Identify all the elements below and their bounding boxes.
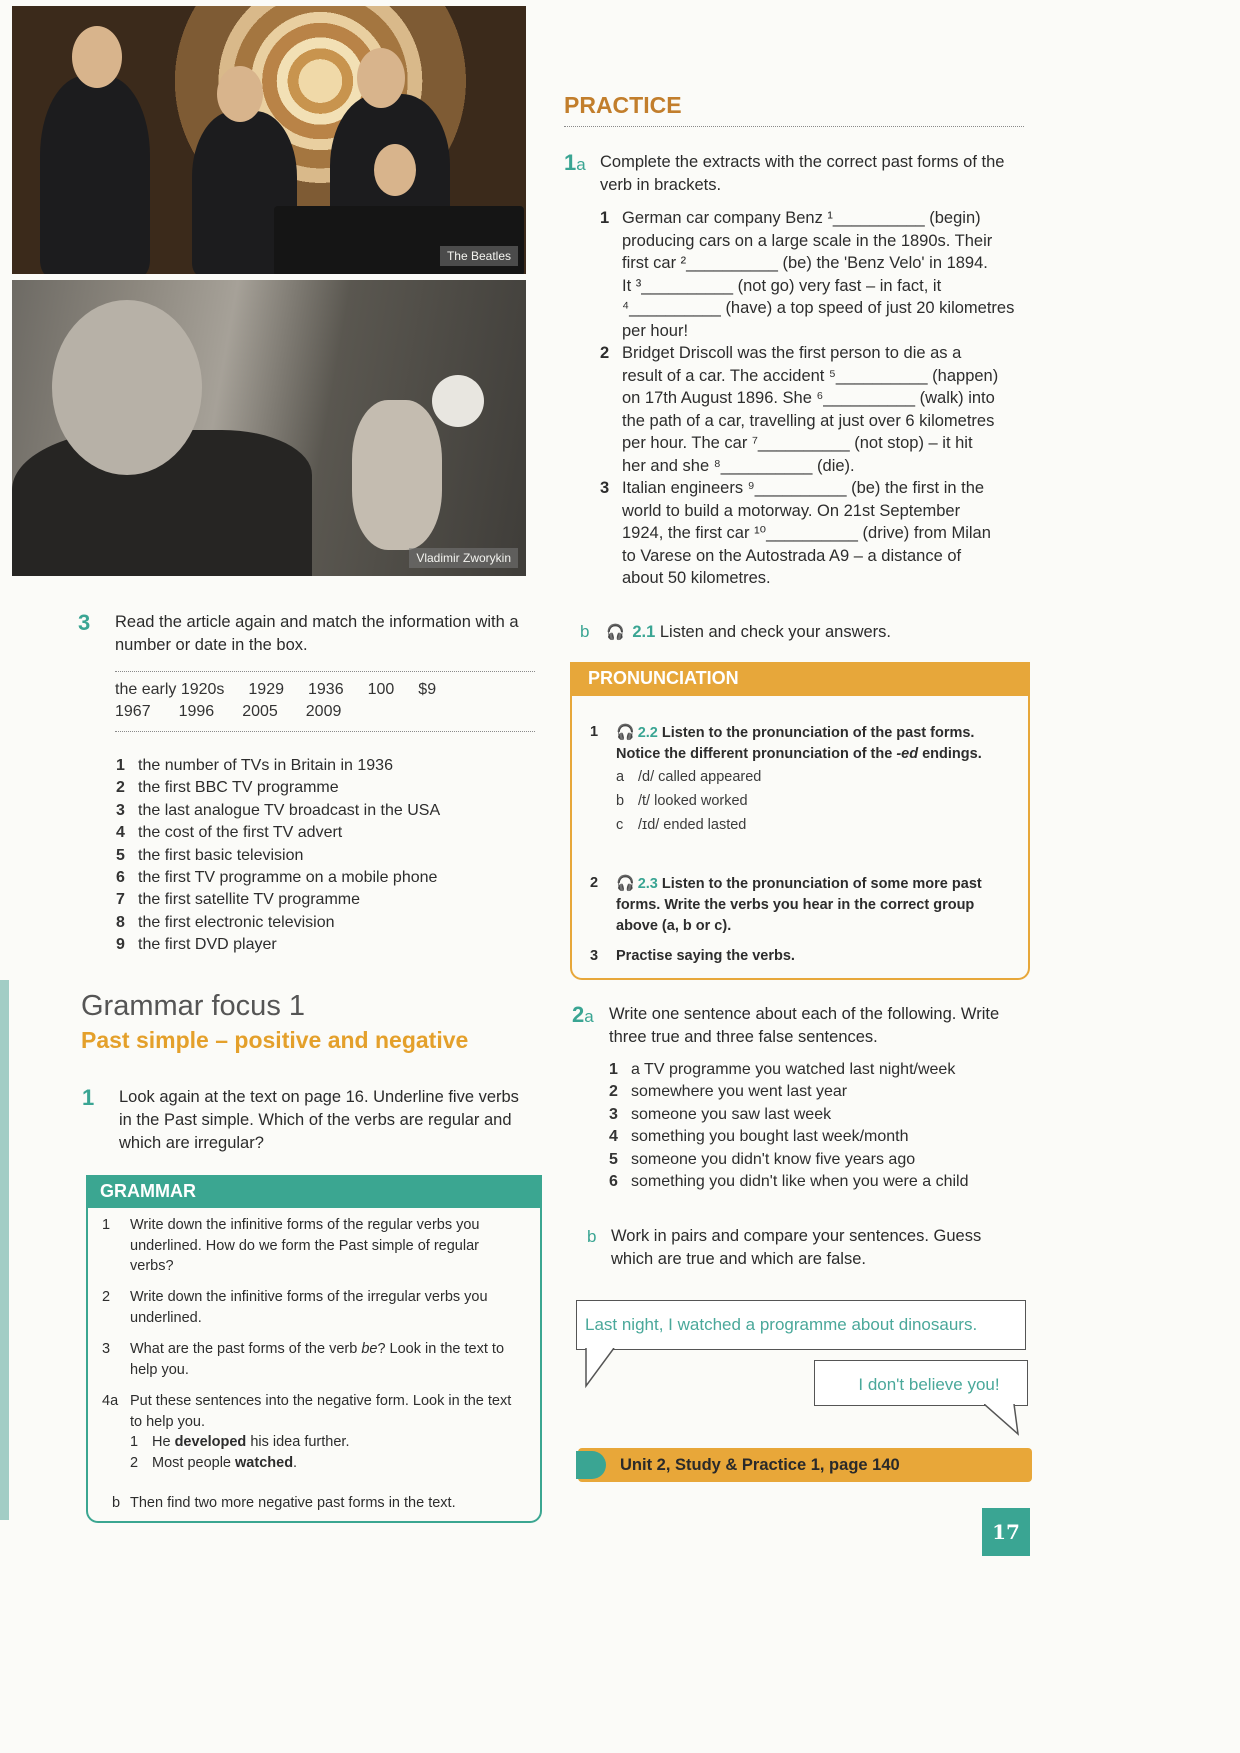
group-text: /ɪd/ ended lasted bbox=[638, 817, 747, 833]
item-number: 1 bbox=[130, 1434, 139, 1450]
item-number: 1 bbox=[600, 209, 610, 227]
grammar-item bbox=[102, 1339, 512, 1380]
item-number: 3 bbox=[102, 1341, 111, 1357]
item-number: 9 bbox=[116, 936, 125, 954]
item-text bbox=[130, 1339, 512, 1380]
grammar-box bbox=[86, 1175, 542, 1523]
face-shape bbox=[374, 144, 416, 196]
item-text bbox=[616, 725, 982, 762]
list-item bbox=[116, 777, 536, 799]
box-item: 1996 bbox=[178, 703, 215, 720]
item-number: 7 bbox=[116, 891, 125, 909]
item-number: 3 bbox=[116, 801, 125, 819]
group-letter: c bbox=[616, 817, 624, 833]
item-text: the first DVD player bbox=[138, 936, 277, 954]
face-shape bbox=[217, 66, 263, 122]
pronunciation-item bbox=[590, 722, 1000, 837]
item-text: the first BBC TV programme bbox=[138, 779, 339, 797]
extract-text: German car company Benz ¹__________ (begin) producing cars on a large scale in the 1890s. Their first car ²__________ (be) the 'Benz Velo' in 1894. It ³__________ (not go) very fast – in fact, it ⁴__________ (have) a top speed of just 20 kilometres per hour! bbox=[622, 209, 1015, 340]
list-item bbox=[609, 1149, 1029, 1171]
text-part: . bbox=[293, 1455, 298, 1471]
item-number: 2 bbox=[116, 779, 125, 797]
section-title: Grammar focus 1 bbox=[81, 990, 305, 1022]
item-text: Put these sentences into the negative form. Look in the text to help you. bbox=[130, 1393, 512, 1430]
list-item bbox=[116, 912, 536, 934]
group-letter: a bbox=[616, 769, 625, 785]
divider bbox=[115, 671, 535, 672]
exercise-label bbox=[572, 1002, 594, 1028]
list-item bbox=[116, 867, 536, 889]
item-number: 2 bbox=[609, 1083, 618, 1101]
exercise-instruction: Complete the extracts with the correct past forms of the verb in brackets. bbox=[600, 153, 1005, 194]
bold-verb: developed bbox=[174, 1434, 247, 1450]
photo-caption: The Beatles bbox=[440, 246, 518, 266]
bubble-text: Last night, I watched a programme about dinosaurs. bbox=[585, 1315, 978, 1334]
exercise-list bbox=[116, 755, 536, 957]
emphasis-text: -ed bbox=[896, 746, 919, 762]
text-part: Listen to the pronunciation of the past forms. Notice the different pronunciation of the bbox=[616, 725, 975, 762]
grammar-heading: GRAMMAR bbox=[86, 1175, 542, 1208]
item-text: a TV programme you watched last night/week bbox=[631, 1061, 956, 1078]
item-number: 5 bbox=[609, 1150, 618, 1168]
item-text: Practise saying the verbs. bbox=[616, 948, 795, 964]
page-number: 17 bbox=[982, 1508, 1030, 1556]
box-item: $9 bbox=[418, 681, 437, 698]
grammar-item bbox=[102, 1215, 512, 1277]
item-number: 1 bbox=[590, 724, 599, 740]
exercise-instruction: Work in pairs and compare your sentences. Guess which are true and which are false. bbox=[611, 1227, 982, 1268]
item-text-group bbox=[130, 1391, 512, 1474]
list-item bbox=[116, 822, 536, 844]
item-text: the first electronic television bbox=[138, 913, 335, 931]
divider bbox=[115, 731, 535, 732]
box-item: 100 bbox=[367, 681, 395, 698]
word-box bbox=[115, 679, 535, 723]
text-part: ? Look in the text to help you. bbox=[130, 1341, 505, 1378]
track-number: 2.3 bbox=[637, 876, 658, 892]
exercise-list bbox=[609, 1059, 1029, 1193]
item-text: Write down the infinitive forms of the irregular verbs you underlined. bbox=[130, 1289, 488, 1326]
item-number: 1 bbox=[609, 1061, 618, 1078]
box-item: 1967 bbox=[115, 703, 151, 720]
group-text: /t/ looked worked bbox=[638, 793, 748, 809]
item-number: 4 bbox=[609, 1128, 618, 1146]
zworykin-photo bbox=[12, 280, 526, 576]
pronunciation-heading: PRONUNCIATION bbox=[570, 662, 1030, 696]
word-box-row bbox=[115, 679, 535, 701]
box-item: 2009 bbox=[305, 703, 342, 720]
grammar-item bbox=[102, 1391, 512, 1474]
list-item bbox=[116, 889, 536, 911]
headphones-icon: 🎧 bbox=[616, 724, 635, 741]
figure-silhouette bbox=[40, 76, 150, 274]
item-number: 5 bbox=[116, 846, 125, 864]
item-text: the first satellite TV programme bbox=[138, 891, 361, 909]
text-part: He bbox=[152, 1434, 175, 1450]
box-item: the early 1920s bbox=[115, 681, 225, 698]
question-text: Look again at the text on page 16. Underline five verbs in the Past simple. Which of the verbs are regular and which are irregular? bbox=[119, 1088, 519, 1152]
bold-verb: watched bbox=[235, 1455, 294, 1471]
sound-group bbox=[616, 789, 1000, 813]
speech-bubble bbox=[576, 1300, 1026, 1350]
item-number: 3 bbox=[590, 948, 599, 964]
headphones-icon: 🎧 bbox=[606, 624, 625, 641]
face-shape bbox=[52, 300, 202, 475]
item-text: the first TV programme on a mobile phone bbox=[138, 869, 438, 887]
exercise-letter: a bbox=[576, 155, 586, 174]
item-number: 2 bbox=[130, 1455, 139, 1471]
group-letter: b bbox=[616, 793, 625, 809]
list-item bbox=[116, 934, 536, 956]
item-number: 4a bbox=[102, 1393, 119, 1409]
reference-tab-marker bbox=[576, 1451, 606, 1479]
item-text: somewhere you went last year bbox=[631, 1083, 848, 1101]
list-item bbox=[116, 845, 536, 867]
pronunciation-box bbox=[570, 662, 1030, 980]
item-number: 6 bbox=[609, 1173, 618, 1191]
extract-item bbox=[600, 477, 1030, 590]
reference-text: Unit 2, Study & Practice 1, page 140 bbox=[620, 1456, 900, 1474]
exercise-instruction: Write one sentence about each of the following. Write three true and three false sentences. bbox=[609, 1005, 1000, 1046]
item-number: 3 bbox=[609, 1105, 618, 1123]
list-item bbox=[116, 800, 536, 822]
track-number: 2.1 bbox=[632, 623, 656, 641]
extract-list bbox=[600, 207, 1030, 590]
extract-text: Bridget Driscoll was the first person to die as a result of a car. The accident ⁵__________ (happen) on 17th August 1896. She ⁶__________ (walk) into the path of a car, travelling at just over 6 kilometres per hour. The car ⁷__________ (not stop) – it hit her and she ⁸__________ (die). bbox=[622, 344, 999, 475]
text-part: Listen to the pronunciation of some more past forms. Write the verbs you hear in the correct group above (a, b or c). bbox=[616, 876, 982, 934]
bubble-tail bbox=[984, 1404, 1024, 1436]
grammar-item bbox=[102, 1493, 512, 1514]
page-edge-strip bbox=[0, 980, 9, 1520]
item-number: 2 bbox=[590, 875, 599, 891]
word-box-row bbox=[115, 701, 535, 723]
item-text: Then find two more negative past forms in the text. bbox=[130, 1495, 456, 1511]
divider bbox=[564, 126, 1024, 127]
list-item bbox=[609, 1081, 1029, 1103]
extract-text: Italian engineers ⁹__________ (be) the first in the world to build a motorway. On 21st September 1924, the first car ¹⁰__________ (drive) from Milan to Varese on the Autostrada A9 – a distance of about 50 kilometres. bbox=[622, 479, 991, 587]
item-text: something you didn't like when you were a child bbox=[631, 1173, 969, 1191]
pronunciation-item bbox=[590, 946, 1000, 967]
tube-bulb-shape bbox=[432, 375, 484, 427]
list-item bbox=[609, 1059, 1029, 1081]
exercise-number: 2 bbox=[572, 1002, 585, 1027]
item-number: 2 bbox=[102, 1289, 111, 1305]
grammar-item bbox=[102, 1287, 512, 1328]
exercise-letter: b bbox=[580, 622, 590, 641]
item-number: 6 bbox=[116, 869, 125, 887]
box-item: 1936 bbox=[308, 681, 344, 698]
text-part: endings. bbox=[918, 746, 982, 762]
bubble-text: I don't believe you! bbox=[858, 1375, 1000, 1394]
exercise-number: 1 bbox=[564, 150, 577, 175]
item-text: the cost of the first TV advert bbox=[138, 824, 343, 842]
practice-heading: PRACTICE bbox=[564, 92, 682, 118]
exercise-instruction: Listen and check your answers. bbox=[659, 623, 891, 641]
box-item: 1929 bbox=[248, 681, 284, 698]
item-text: Write down the infinitive forms of the regular verbs you underlined. How do we form the Past simple of regular verbs? bbox=[130, 1217, 480, 1274]
beatles-photo bbox=[12, 6, 526, 274]
group-text: /d/ called appeared bbox=[638, 769, 762, 785]
exercise-instruction: Read the article again and match the information with a number or date in the box. bbox=[115, 613, 519, 654]
item-number: 1 bbox=[102, 1217, 111, 1233]
sound-group bbox=[616, 813, 1000, 837]
example-sentence bbox=[130, 1432, 512, 1453]
item-text bbox=[616, 873, 1000, 937]
item-text: the first basic television bbox=[138, 846, 304, 864]
section-subtitle: Past simple – positive and negative bbox=[81, 1027, 469, 1053]
item-body bbox=[616, 722, 1000, 837]
extract-item bbox=[600, 342, 1030, 477]
list-item bbox=[609, 1171, 1029, 1193]
item-text: something you bought last week/month bbox=[631, 1128, 909, 1146]
list-item bbox=[609, 1104, 1029, 1126]
example-sentence bbox=[130, 1453, 512, 1474]
item-number: 4 bbox=[116, 824, 125, 842]
item-text: someone you didn't know five years ago bbox=[631, 1150, 916, 1168]
text-part: his idea further. bbox=[246, 1434, 350, 1450]
item-number: 1 bbox=[116, 757, 125, 774]
list-item bbox=[116, 755, 536, 777]
exercise-letter: b bbox=[587, 1227, 597, 1246]
exercise-1b bbox=[580, 620, 1020, 644]
face-shape bbox=[72, 26, 122, 88]
list-item bbox=[609, 1126, 1029, 1148]
extract-item bbox=[600, 207, 1030, 342]
pronunciation-item bbox=[590, 873, 1000, 937]
emphasis-text: be bbox=[361, 1341, 378, 1357]
box-item: 2005 bbox=[242, 703, 278, 720]
face-shape bbox=[357, 48, 405, 108]
headphones-icon: 🎧 bbox=[616, 875, 635, 892]
text-part: Most people bbox=[152, 1455, 236, 1471]
exercise-letter: a bbox=[584, 1007, 594, 1026]
question-number: 1 bbox=[82, 1085, 95, 1110]
item-number: 3 bbox=[600, 479, 610, 497]
bubble-tail bbox=[584, 1348, 624, 1390]
exercise-label bbox=[564, 150, 586, 176]
exercise-number: 3 bbox=[78, 610, 91, 635]
track-number: 2.2 bbox=[637, 725, 658, 741]
item-number: 8 bbox=[116, 913, 125, 931]
item-text: someone you saw last week bbox=[631, 1105, 832, 1123]
speech-bubble bbox=[814, 1360, 1028, 1406]
item-text: the number of TVs in Britain in 1936 bbox=[138, 757, 393, 774]
item-letter: b bbox=[111, 1495, 121, 1511]
hand-shape bbox=[352, 400, 442, 550]
item-number: 2 bbox=[600, 344, 610, 362]
item-text: the last analogue TV broadcast in the USA bbox=[138, 801, 441, 819]
text-part: What are the past forms of the verb bbox=[130, 1341, 362, 1357]
photo-caption: Vladimir Zworykin bbox=[409, 548, 518, 568]
sound-group bbox=[616, 765, 1000, 789]
